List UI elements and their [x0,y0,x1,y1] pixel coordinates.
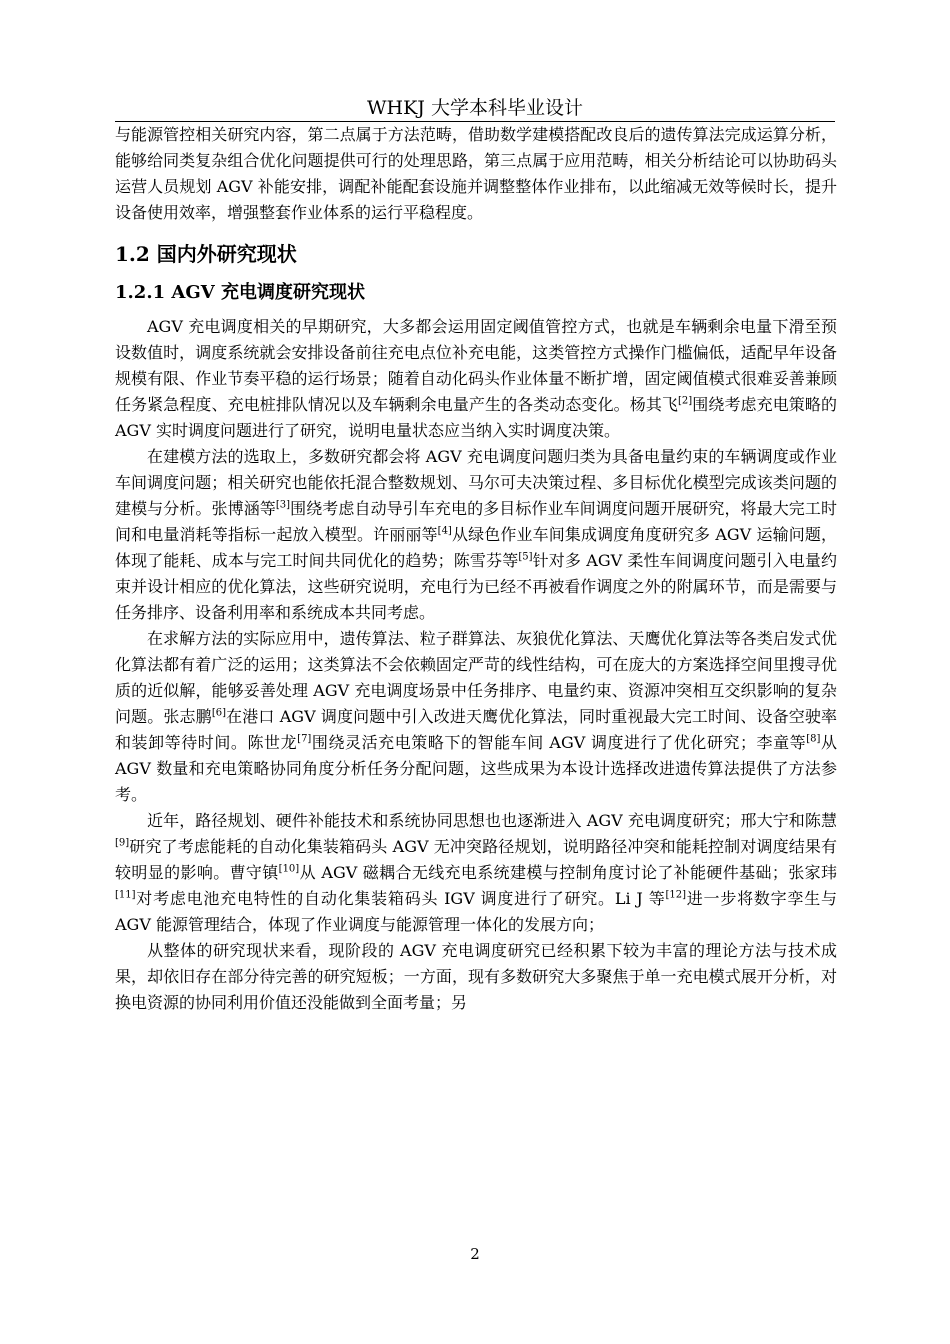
citation: [6] [211,707,226,719]
paragraph-5: 从整体的研究现状来看，现阶段的 AGV 充电调度研究已经积累下较为丰富的理论方法与技术成果，却依旧存在部分待完善的研究短板；一方面，现有多数研究大多聚焦于单一充电模式展开分析，对换电资源的协同利用价值还没能做到全面考量；另 [115,941,837,1012]
citation: [5] [518,551,533,563]
citation: [11] [115,889,136,901]
paragraph-3: 在求解方法的实际应用中，遗传算法、粒子群算法、灰狼优化算法、天鹰优化算法等各类启发式优化算法都有着广泛的运用；这类算法不会依赖固定严苛的线性结构，可在庞大的方案选择空间里搜寻优质的近似解，能够妥善处理 AGV 充电调度场景中任务排序、电量约束、资源冲突相互交织影响的复杂问题。张志鹏[6]在港口 AGV 调度问题中引入改进天鹰优化算法，同时重视最大完工时间、设备空驶率和装卸等待时间。陈世龙[7]围绕灵活充电策略下的智能车间 AGV 调度进行了优化研究；李童等[8]从 AGV 数量和充电策略协同角度分析任务分配问题，这些成果为本设计选择改进遗传算法提供了方法参考。 [115,629,837,804]
section-heading: 1.2 国内外研究现状 [115,242,297,266]
document-body [115,122,837,1016]
citation: [4] [437,525,452,537]
citation: [2] [678,395,693,407]
citation: [12] [665,889,686,901]
subsection-heading: 1.2.1 AGV 充电调度研究现状 [115,282,365,303]
citation: [3] [275,499,291,511]
intro-paragraph: 与能源管控相关研究内容，第二点属于方法范畴，借助数学建模搭配改良后的遗传算法完成运算分析，能够给同类复杂组合优化问题提供可行的处理思路，第三点属于应用范畴，相关分析结论可以协助码头运营人员规划 AGV 补能安排，调配补能配套设施并调整整体作业排布，以此缩减无效等候时长，提升设备使用效率，增强整套作业体系的运行平稳程度。 [115,125,837,222]
page-number: 2 [470,1245,480,1263]
page-header: WHKJ 大学本科毕业设计 [367,97,583,119]
paragraph-4: 近年，路径规划、硬件补能技术和系统协同思想也也逐渐进入 AGV 充电调度研究；邢大宁和陈慧[9]研究了考虑能耗的自动化集装箱码头 AGV 无冲突路径规划，说明路径冲突和能耗控制对调度结果有较明显的影响。曹守镇[10]从 AGV 磁耦合无线充电系统建模与控制角度讨论了补能硬件基础；张家玮[11]对考虑电池充电特性的自动化集装箱码头 IGV 调度进行了研究。Li J 等[12]进一步将数字孪生与 AGV 能源管理结合，体现了作业调度与能源管理一体化的发展方向； [115,811,837,934]
paragraph-2: 在建模方法的选取上，多数研究都会将 AGV 充电调度问题归类为具备电量约束的车辆调度或作业车间调度问题；相关研究也能依托混合整数规划、马尔可夫决策过程、多目标优化模型完成该类问题的建模与分析。张博涵等[3]围绕考虑自动导引车充电的多目标作业车间调度问题开展研究，将最大完工时间和电量消耗等指标一起放入模型。许丽丽等[4]从绿色作业车间集成调度角度研究多 AGV 运输问题，体现了能耗、成本与完工时间共同优化的趋势；陈雪芬等[5]针对多 AGV 柔性车间调度问题引入电量约束并设计相应的优化算法，这些研究说明，充电行为已经不再被看作调度之外的附属环节，而是需要与任务排序、设备利用率和系统成本共同考虑。 [115,447,837,622]
citation: [10] [278,863,300,875]
citation: [9] [115,837,130,849]
paragraph-1: AGV 充电调度相关的早期研究，大多都会运用固定阈值管控方式，也就是车辆剩余电量下滑至预设数值时，调度系统就会安排设备前往充电点位补充电能，这类管控方式操作门槛偏低，适配早年设备规模有限、作业节奏平稳的运行场景；随着自动化码头作业体量不断扩增，固定阈值模式很难妥善兼顾任务紧急程度、充电桩排队情况以及车辆剩余电量产生的各类动态变化。杨其飞[2]围绕考虑充电策略的 AGV 实时调度问题进行了研究，说明电量状态应当纳入实时调度决策。 [115,317,837,440]
citation: [7] [297,733,312,745]
citation: [8] [806,733,821,745]
